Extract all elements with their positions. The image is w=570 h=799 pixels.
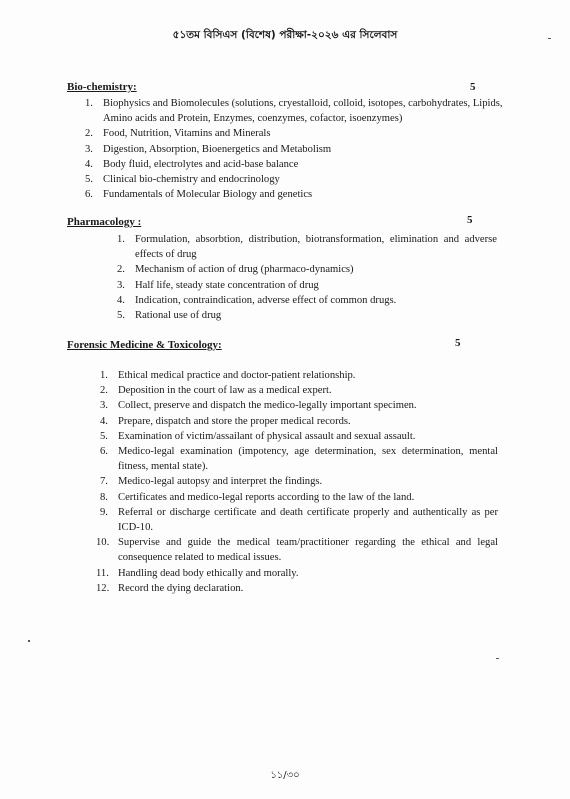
list-item: 5. Examination of victim/assailant of physical assault and sexual assault. — [100, 430, 416, 442]
list-item: 4. Indication, contraindication, adverse effect of common drugs. — [117, 294, 397, 306]
scan-speck — [548, 38, 551, 39]
forensic-marks: 5 — [455, 337, 461, 349]
scan-speck — [496, 658, 499, 659]
scan-speck — [28, 640, 30, 642]
page-number: ১১/৩০ — [270, 770, 300, 781]
biochemistry-marks: 5 — [470, 81, 476, 93]
biochemistry-title: Bio-chemistry: — [67, 81, 137, 93]
list-item: 8. Certificates and medico-legal reports according to the law of the land. — [100, 491, 415, 503]
list-item: 3. Digestion, Absorption, Bioenergetics and Metabolism — [85, 143, 332, 155]
list-item: 12. Record the dying declaration. — [96, 582, 244, 594]
list-item: 2. Food, Nutrition, Vitamins and Minerals — [85, 128, 271, 140]
list-item: 2. Deposition in the court of law as a medical expert. — [100, 385, 332, 397]
list-item: 3. Collect, preserve and dispatch the medico-legally important specimen. — [100, 400, 417, 412]
list-item: 6. Fundamentals of Molecular Biology and genetics — [85, 189, 313, 201]
pharmacology-title: Pharmacology : — [67, 216, 142, 228]
list-item: 5. Rational use of drug — [117, 310, 222, 322]
pharmacology-marks: 5 — [467, 214, 473, 226]
list-item: 9. Referral or discharge certificate and death certificate properly and authentically as per ICD-10. — [100, 506, 498, 534]
list-item: 6. Medico-legal examination (impotency, age determination, sex determination, mental fitness, mental state). — [100, 446, 498, 473]
list-item: 3. Half life, steady state concentration of drug — [117, 279, 319, 291]
list-item: 1. Biophysics and Biomolecules (solutions, cryestalloid, colloid, isotopes, carbohydrates, Lipids, Amino acids and Protein, Enzymes, coenzymes, cofactor, isoenzymes) — [85, 98, 503, 125]
list-item: 5. Clinical bio-chemistry and endocrinology — [85, 174, 280, 186]
forensic-title: Forensic Medicine & Toxicology: — [67, 339, 222, 351]
forensic-list — [96, 368, 498, 596]
list-item: 1. Formulation, absorbtion, distribution, biotransformation, elimination and adverse effects of drug — [117, 234, 497, 261]
biochemistry-list — [85, 96, 510, 202]
list-item: 2. Mechanism of action of drug (pharmaco-dynamics) — [117, 264, 354, 276]
list-item: 7. Medico-legal autopsy and interpret the findings. — [100, 476, 323, 488]
list-item: 4. Body fluid, electrolytes and acid-base balance — [85, 158, 299, 170]
pharmacology-list — [117, 232, 497, 323]
list-item: 11. Handling dead body ethically and morally. — [96, 567, 299, 579]
list-item: 10. Supervise and guide the medical team/practitioner regarding the ethical and legal consequence related to medical issues. — [96, 537, 498, 564]
page-header: ৫১তম বিসিএস (বিশেষ) পরীক্ষা-২০২৬ এর সিলেবাস — [172, 29, 398, 41]
list-item: 1. Ethical medical practice and doctor-patient relationship. — [100, 370, 356, 381]
list-item: 4. Prepare, dispatch and store the proper medical records. — [100, 415, 351, 427]
